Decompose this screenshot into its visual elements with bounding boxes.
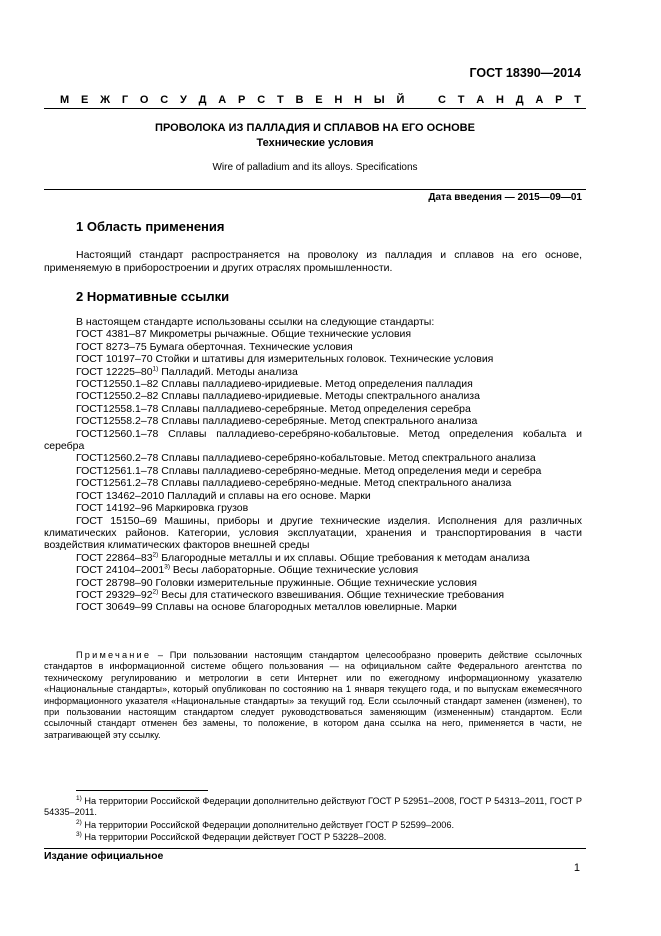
reference-item bbox=[44, 465, 582, 477]
reference-item bbox=[44, 577, 582, 589]
reference-item bbox=[44, 589, 582, 601]
reference-text: ГОСТ 24104–2001 bbox=[76, 564, 165, 577]
reference-text: ГОСТ12558.2–78 Сплавы палладиево-серебряные. Метод спектрального анализа bbox=[76, 415, 478, 428]
document-subtitle: Технические условия bbox=[256, 137, 374, 149]
banner-letter: О bbox=[139, 94, 149, 106]
note-paragraph bbox=[44, 650, 582, 741]
footnote-1 bbox=[44, 796, 582, 819]
footnote-3 bbox=[44, 832, 582, 843]
reference-title: Благородные металлы и их сплавы. Общие требования к методам анализа bbox=[158, 551, 530, 564]
document-title: ПРОВОЛОКА ИЗ ПАЛЛАДИЯ И СПЛАВОВ НА ЕГО ОСНОВЕ bbox=[155, 122, 475, 134]
reference-text: ГОСТ 22864–83 bbox=[76, 551, 153, 564]
footer-rule bbox=[44, 848, 586, 849]
footnote-text: На территории Российской Федерации действует ГОСТ Р 53228–2008. bbox=[81, 832, 387, 842]
banner-letter: Т bbox=[574, 94, 581, 106]
reference-item bbox=[44, 552, 582, 564]
reference-item bbox=[44, 564, 582, 576]
reference-text: ГОСТ 29329–92 bbox=[76, 588, 153, 601]
reference-item bbox=[44, 477, 582, 489]
banner-letter: Г bbox=[121, 94, 129, 106]
page-number: 1 bbox=[573, 862, 580, 874]
references-intro bbox=[44, 316, 582, 328]
reference-text: ГОСТ12550.2–82 Сплавы палладиево-иридиевые. Методы спектрального анализа bbox=[76, 390, 480, 403]
reference-item bbox=[44, 390, 582, 402]
banner-letter: А bbox=[476, 94, 485, 106]
reference-text: ГОСТ 13462–2010 Палладий и сплавы на его основе. Марки bbox=[76, 489, 371, 502]
normative-references-list bbox=[44, 316, 582, 614]
reference-text: ГОСТ12561.2–78 Сплавы палладиево-серебряно-медные. Метод спектрального анализа bbox=[76, 477, 512, 490]
banner-letter: У bbox=[180, 94, 187, 106]
title-rule bbox=[44, 189, 586, 190]
reference-text: ГОСТ 30649–99 Сплавы на основе благородных металлов ювелирные. Марки bbox=[76, 601, 457, 614]
banner-letter: Д bbox=[515, 94, 524, 106]
footnote-text: На территории Российской Федерации дополнительно действуют ГОСТ Р 52951–2008, ГОСТ Р 54313–2011, ГОСТ Р 54335–2011. bbox=[44, 796, 582, 818]
reference-text: ГОСТ 4381–87 Микрометры рычажные. Общие технические условия bbox=[76, 328, 412, 341]
reference-text: ГОСТ 8273–75 Бумага оберточная. Технические условия bbox=[76, 340, 353, 353]
reference-text: ГОСТ 10197–70 Стойки и штативы для измерительных головок. Технические условия bbox=[76, 353, 494, 366]
banner-letter: Н bbox=[334, 94, 343, 106]
banner-letter: Й bbox=[396, 94, 405, 106]
reference-item bbox=[44, 452, 582, 464]
banner-letter: Ы bbox=[373, 94, 385, 106]
banner-letter: С bbox=[437, 94, 446, 106]
banner-letter bbox=[416, 94, 426, 106]
banner-letter: Р bbox=[238, 94, 246, 106]
reference-text: ГОСТ 12225–80 bbox=[76, 365, 153, 378]
banner-letter: Р bbox=[555, 94, 563, 106]
footnote-reference: 2) bbox=[152, 588, 159, 596]
reference-item bbox=[44, 601, 582, 613]
reference-item bbox=[44, 353, 582, 365]
introduction-date: Дата введения — 2015—09—01 bbox=[428, 192, 582, 203]
reference-item bbox=[44, 403, 582, 415]
footnote-mark: 1) bbox=[76, 794, 82, 802]
footnote-reference: 1) bbox=[152, 365, 159, 373]
official-edition-label: Издание официальное bbox=[44, 850, 164, 862]
footnote-reference: 2) bbox=[152, 551, 159, 559]
reference-item bbox=[44, 415, 582, 427]
reference-text: ГОСТ 14192–96 Маркировка грузов bbox=[76, 502, 249, 515]
reference-item bbox=[44, 378, 582, 390]
reference-title: Весы лабораторные. Общие технические условия bbox=[170, 564, 419, 577]
reference-text: ГОСТ12560.1–78 Сплавы палладиево-серебряно-кобальтовые. Метод определения кобальта и серебра bbox=[44, 427, 582, 453]
reference-item bbox=[44, 490, 582, 502]
reference-item bbox=[44, 366, 582, 378]
gost-code: ГОСТ 18390—2014 bbox=[469, 66, 581, 80]
banner-letter: Е bbox=[315, 94, 323, 106]
reference-item bbox=[44, 502, 582, 514]
reference-text: ГОСТ 28798–90 Головки измерительные пружинные. Общие технические условия bbox=[76, 576, 477, 589]
header-rule bbox=[44, 108, 586, 109]
section-1-heading: 1 Область применения bbox=[76, 219, 225, 234]
banner-letter: С bbox=[257, 94, 266, 106]
banner-letter: Е bbox=[80, 94, 89, 106]
footnote-mark: 3) bbox=[76, 830, 82, 838]
section-2-heading: 2 Нормативные ссылки bbox=[76, 289, 230, 304]
reference-text: ГОСТ12558.1–78 Сплавы палладиево-серебряные. Метод определения серебра bbox=[76, 402, 471, 415]
banner-letter: А bbox=[535, 94, 544, 106]
reference-text: ГОСТ12560.2–78 Сплавы палладиево-серебряно-кобальтовые. Метод спектрального анализа bbox=[76, 452, 536, 465]
interstate-standard-banner bbox=[60, 94, 581, 106]
note-label: Примечание bbox=[76, 650, 152, 660]
banner-letter: Т bbox=[457, 94, 465, 106]
note-text: – При пользовании настоящим стандартом целесообразно проверить действие ссылочных стандартов в информационной системе общего пользования — на официальном сайте Федерального агентства по техническому регулированию и метрологии в сети Интернет или по ежегодному информационному указателю «Национальные стандарты», который опубликован по состоянию на 1 января текущего года, и по выпускам ежемесячного информационного указателя «Национальные стандарты» за текущий год. Если ссылочный стандарт заменен (изменен), то при пользовании настоящим стандартом следует руководствоваться заменяющим (измененным) стандартом. Если ссылочный стандарт отменен без замены, то положение, в котором дана ссылка на него, применяется в части, не затрагивающей эту ссылку. bbox=[44, 650, 582, 740]
banner-letter: А bbox=[218, 94, 227, 106]
reference-text: В настоящем стандарте использованы ссылки на следующие стандарты: bbox=[76, 316, 435, 328]
banner-letter: М bbox=[60, 94, 70, 106]
reference-text: ГОСТ 15150–69 Машины, приборы и другие технические изделия. Исполнения для различных климатических районов. Категории, условия эксплуатации, хранения и транспортирования в части воздействия климатических факторов внешней среды bbox=[44, 514, 582, 552]
footnote-text: На территории Российской Федерации дополнительно действует ГОСТ Р 52599–2006. bbox=[81, 820, 455, 830]
banner-letter: Д bbox=[198, 94, 207, 106]
reference-title: Весы для статического взвешивания. Общие технические требования bbox=[158, 588, 505, 601]
footnote-mark: 2) bbox=[76, 818, 82, 826]
banner-letter: Н bbox=[354, 94, 363, 106]
reference-text: ГОСТ12550.1–82 Сплавы палладиево-иридиевые. Метод определения палладия bbox=[76, 378, 473, 391]
footnote-reference: 3) bbox=[164, 563, 171, 571]
section-1-text: Настоящий стандарт распространяется на проволоку из палладия и сплавов на его основе, применяемую в приборостроении и других отраслях промышленности. bbox=[44, 249, 582, 274]
banner-letter: Ж bbox=[100, 94, 111, 106]
banner-letter: С bbox=[160, 94, 169, 106]
reference-title: Палладий. Методы анализа bbox=[158, 365, 298, 378]
reference-item bbox=[44, 515, 582, 552]
english-title: Wire of palladium and its alloys. Specifications bbox=[212, 162, 418, 173]
banner-letter: Н bbox=[495, 94, 504, 106]
banner-letter: В bbox=[295, 94, 304, 106]
footnote-rule bbox=[76, 790, 208, 791]
reference-item bbox=[44, 341, 582, 353]
footnote-2 bbox=[44, 820, 582, 831]
reference-text: ГОСТ12561.1–78 Сплавы палладиево-серебряно-медные. Метод определения меди и серебра bbox=[76, 464, 542, 477]
banner-letter: Т bbox=[276, 94, 284, 106]
reference-item bbox=[44, 428, 582, 453]
reference-item bbox=[44, 328, 582, 340]
